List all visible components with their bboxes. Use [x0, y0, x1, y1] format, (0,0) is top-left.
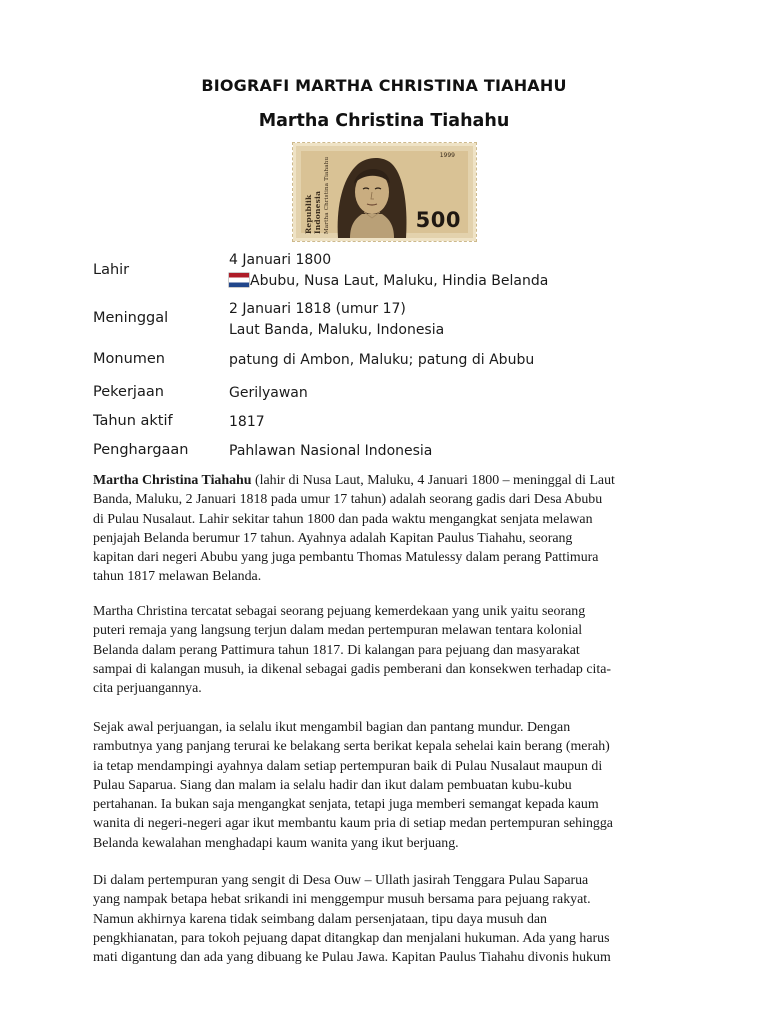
infobox-label: Meninggal [93, 310, 169, 326]
text-line: pertahanan. Ia bukan saja mengangkat senjata, tetapi juga memberi semangat kepada kaum [93, 797, 599, 813]
stamp-country-text: Republik Indonesia [304, 190, 322, 234]
infobox-value: patung di Ambon, Maluku; patung di Abubu [229, 352, 535, 368]
text-line: tahun 1817 melawan Belanda. [93, 569, 262, 585]
text-line: rambutnya yang panjang terurai ke belakang serta berikat kepala sehelai kain berang (merah) [93, 739, 610, 755]
text-line: Belanda dalam perang Pattimura tahun 1817. Di kalangan para pejuang dan masyarakat [93, 642, 580, 658]
infobox-value [229, 299, 444, 341]
text-line: Banda, Maluku, 2 Januari 1818 pada umur 17 tahun) adalah seorang gadis dari Desa Abubu [93, 492, 603, 508]
infobox-value-line: 4 Januari 1800 [229, 252, 332, 268]
paragraph [93, 718, 678, 853]
text-line: (lahir di Nusa Laut, Maluku, 4 Januari 1800 – meninggal di Laut [251, 473, 615, 488]
infobox-label: Pekerjaan [93, 384, 164, 400]
infobox-value-line: 2 Januari 1818 (umur 17) [229, 301, 406, 317]
infobox-value-line: Abubu, Nusa Laut, Maluku, Hindia Belanda [250, 273, 549, 289]
text-line: puteri remaja yang langsung terjun dalam medan pertempuran melawan tentara kolonial [93, 623, 583, 639]
text-line: wanita di negeri-negeri agar ikut membantu kaum pria di setiap medan pertempuran sehingga [93, 816, 613, 832]
paragraph [93, 602, 678, 698]
document-subtitle: Martha Christina Tiahahu [258, 111, 510, 131]
paragraph [93, 871, 678, 967]
text-line: sampai di kalangan musuh, ia dikenal sebagai gadis pemberani dan konsekwen terhadap cita- [93, 661, 612, 677]
text-line: Pulau Saparua. Siang dan malam ia selalu hadir dan ikut dalam pembuatan kubu-kubu [93, 777, 572, 793]
infobox-value: Pahlawan Nasional Indonesia [229, 443, 433, 459]
text-line: cita perjuangannya. [93, 681, 202, 697]
infobox-label: Tahun aktif [93, 413, 173, 429]
infobox-value: 1817 [229, 414, 265, 430]
text-line: penjajah Belanda berumur 17 tahun. Ayahnya adalah Kapitan Paulus Tiahahu, seorang [93, 530, 573, 546]
text-line: mati digantung dan ada yang dibuang ke Pulau Jawa. Kapitan Paulus Tiahahu divonis hukum [93, 950, 611, 966]
infobox-value: Gerilyawan [229, 385, 308, 401]
infobox-label: Monumen [93, 351, 165, 367]
stamp-vertical-text [304, 152, 330, 234]
stamp-year: 1999 [439, 152, 455, 159]
portrait-illustration [328, 148, 416, 238]
text-line: ia tetap mendampingi ayahnya dalam setiap pertempuran baik di Pulau Nusalaut maupun di [93, 758, 603, 774]
infobox-value-line: Laut Banda, Maluku, Indonesia [229, 322, 445, 338]
text-line: yang nampak betapa hebat srikandi ini menggempur musuh bersama para pejuang rakyat. [93, 892, 591, 908]
infobox-label: Penghargaan [93, 442, 189, 458]
text-line: kapitan dari negeri Abubu yang juga pembantu Thomas Matulessy dalam perang Pattimura [93, 550, 599, 566]
text-line: Namun akhirnya karena tidak seimbang dalam persenjataan, tipu daya musuh dan [93, 911, 547, 927]
text-line: Di dalam pertempuran yang sengit di Desa Ouw – Ullath jasirah Tenggara Pulau Saparua [93, 873, 589, 888]
text-line: Sejak awal perjuangan, ia selalu ikut mengambil bagian dan pantang mundur. Dengan [93, 720, 571, 735]
stamp-value: 500 [415, 208, 461, 232]
infobox-label: Lahir [93, 262, 130, 278]
stamp-image [293, 143, 476, 241]
netherlands-flag-icon [229, 273, 249, 287]
infobox-value [229, 250, 548, 292]
paragraph [93, 471, 678, 587]
infobox-value-line-with-flag [229, 271, 548, 292]
text-line: pengkhianatan, para tokoh pejuang dapat ditangkap dan menjalani hukuman. Ada yang harus [93, 930, 610, 946]
text-line: Belanda kewalahan menghadapi kaum wanita yang ikut berjuang. [93, 835, 459, 851]
subject-name: Martha Christina Tiahahu [93, 473, 252, 488]
stamp-name-text: Martha Christina Tiahahu [324, 156, 330, 234]
text-line: di Pulau Nusalaut. Lahir sekitar tahun 1800 dan pada waktu mengangkat senjata melawan [93, 511, 593, 527]
text-line: Martha Christina tercatat sebagai seorang pejuang kemerdekaan yang unik yaitu seorang [93, 604, 586, 619]
document-title: BIOGRAFI MARTHA CHRISTINA TIAHAHU [201, 76, 567, 95]
